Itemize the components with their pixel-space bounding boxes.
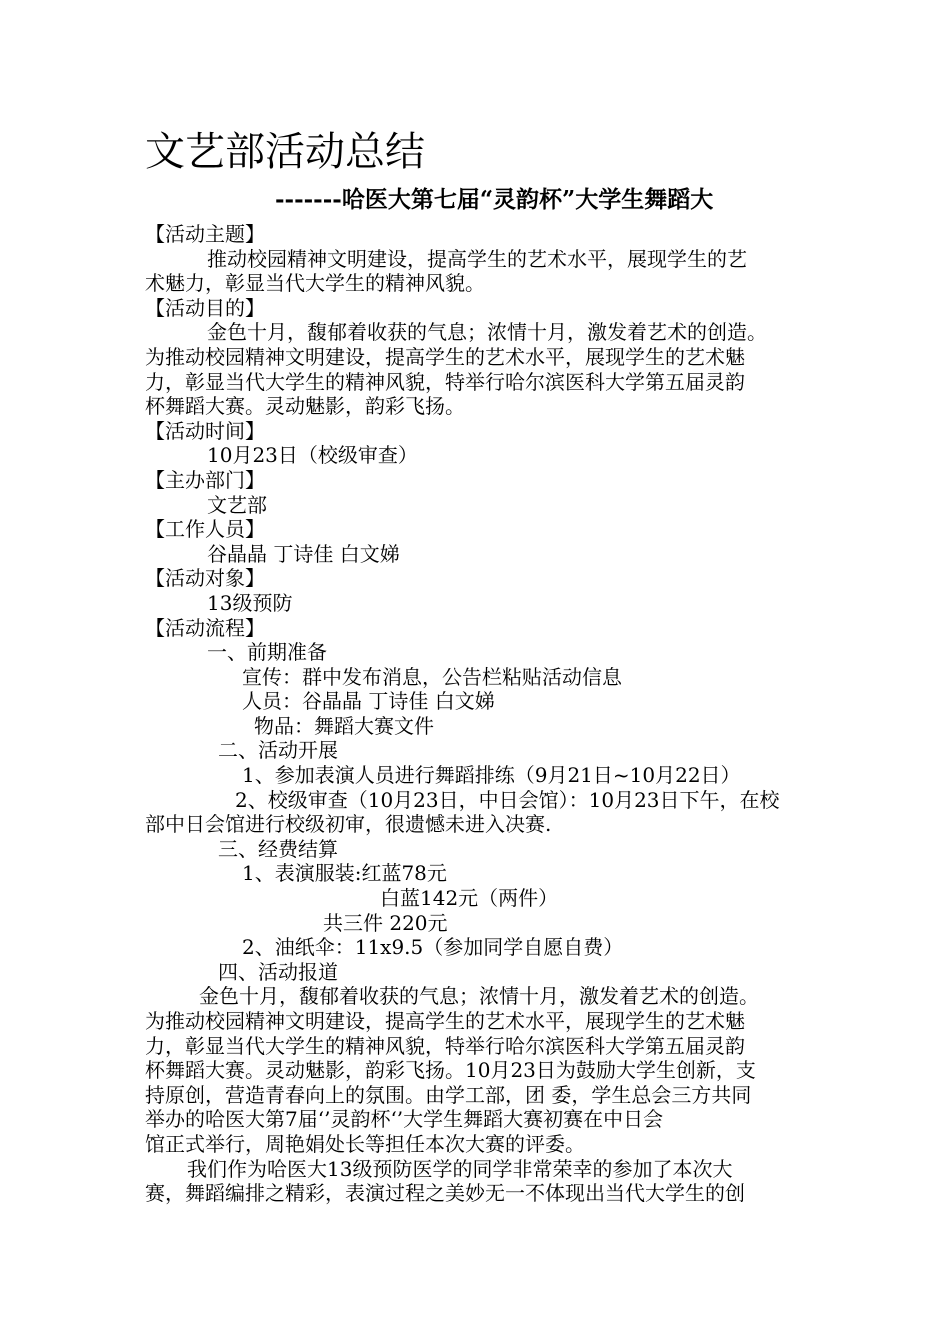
step-heading-prep: 一、前期准备 (207, 640, 327, 665)
time-value: 10月23日（校级审查） (207, 443, 418, 468)
paragraph-line: 我们作为哈医大13级预防医学的同学非常荣幸的参加了本次大 (187, 1156, 733, 1181)
prep-staff: 人员：谷晶晶 丁诗佳 白文娣 (242, 689, 495, 714)
paragraph-line: 举办的哈医大第7届‘’灵韵杯‘’大学生舞蹈大赛初赛在中日会 (145, 1107, 664, 1132)
section-heading-staff: 【工作人员】 (145, 517, 265, 542)
conduct-item-2-cont: 部中日会馆进行校级初审，很遗憾未进入决赛. (145, 812, 552, 837)
budget-item-1: 1、表演服装:红蓝78元 (242, 861, 447, 886)
target-value: 13级预防 (207, 590, 293, 615)
document-subtitle: -------哈医大第七届“灵韵杯”大学生舞蹈大 (275, 186, 714, 213)
step-heading-budget: 三、经费结算 (218, 836, 338, 861)
paragraph-line: 力，彰显当代大学生的精神风貌，特举行哈尔滨医科大学第五届灵韵 (145, 1033, 745, 1058)
section-heading-time: 【活动时间】 (145, 418, 265, 443)
host-value: 文艺部 (207, 492, 267, 517)
section-heading-theme: 【活动主题】 (145, 222, 265, 246)
step-heading-report: 四、活动报道 (218, 959, 338, 984)
budget-item-1-total: 共三件 220元 (323, 910, 448, 935)
paragraph-line: 为推动校园精神文明建设，提高学生的艺术水平，展现学生的艺术魅 (145, 344, 745, 369)
section-heading-purpose: 【活动目的】 (145, 295, 265, 320)
paragraph-line: 赛，舞蹈编排之精彩，表演过程之美妙无一不体现出当代大学生的创 (145, 1181, 745, 1206)
document-body (145, 222, 810, 1206)
paragraph-line: 力，彰显当代大学生的精神风貌，特举行哈尔滨医科大学第五届灵韵 (145, 369, 745, 394)
paragraph-line: 杯舞蹈大赛。灵动魅影，韵彩飞扬。10月23日为鼓励大学生创新，支 (145, 1058, 756, 1083)
budget-item-1-b: 白蓝142元（两件） (380, 886, 559, 911)
paragraph-line: 持原创，营造青春向上的氛围。由学工部，团 委，学生总会三方共同 (145, 1082, 752, 1107)
paragraph-line: 杯舞蹈大赛。灵动魅影，韵彩飞扬。 (145, 394, 465, 419)
prep-publicity: 宣传：群中发布消息，公告栏粘贴活动信息 (242, 664, 622, 689)
paragraph-line: 推动校园精神文明建设，提高学生的艺术水平，展现学生的艺 (207, 246, 747, 271)
paragraph-line: 为推动校园精神文明建设，提高学生的艺术水平，展现学生的艺术魅 (145, 1009, 745, 1033)
prep-items: 物品：舞蹈大赛文件 (254, 713, 434, 738)
paragraph-line: 术魅力，彰显当代大学生的精神风貌。 (145, 271, 485, 296)
budget-item-2: 2、油纸伞：11x9.5（参加同学自愿自费） (242, 935, 624, 960)
staff-value: 谷晶晶 丁诗佳 白文娣 (207, 541, 400, 566)
paragraph-line: 金色十月，馥郁着收获的气息；浓情十月，激发着艺术的创造。 (207, 320, 767, 345)
document-title: 文艺部活动总结 (145, 129, 425, 175)
step-heading-conduct: 二、活动开展 (218, 738, 338, 763)
paragraph-line: 金色十月，馥郁着收获的气息；浓情十月，激发着艺术的创造。 (199, 984, 759, 1009)
conduct-item-2: 2、校级审查（10月23日，中日会馆）：10月23日下午，在校 (235, 787, 780, 812)
conduct-item-1: 1、参加表演人员进行舞蹈排练（9月21日~10月22日） (242, 763, 741, 788)
section-heading-host: 【主办部门】 (145, 467, 265, 492)
paragraph-line: 馆正式举行，周艳娟处长等担任本次大赛的评委。 (145, 1131, 585, 1156)
section-heading-target: 【活动对象】 (145, 566, 265, 591)
section-heading-process: 【活动流程】 (145, 615, 265, 640)
